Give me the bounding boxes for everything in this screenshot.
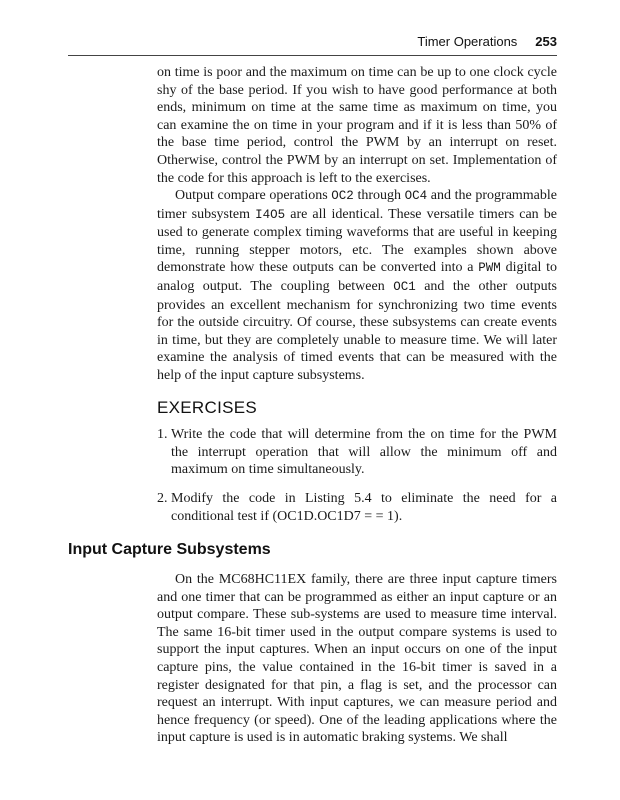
page-number: 253 [535, 34, 557, 49]
exercise-text: Modify the code in Listing 5.4 to eliminate the need for a conditional test if (OC1D.OC1D7 = = 1). [171, 491, 557, 524]
text-run: are all identical. These versatile timers can be used to generate complex timing waveforms that are useful in keeping time, running stepper motors, etc. The examples shown above demonstrate how these outputs can be converted into a [157, 206, 558, 276]
exercise-text: Write the code that will determine from the on time for the PWM the interrupt operation that will allow the minimum off and maximum on time simultaneously. [171, 427, 557, 478]
exercise-item [157, 426, 557, 479]
paragraph-text: On the MC68HC11EX family, there are three input capture timers and one timer that can be programmed as either an input capture or an output compare. These sub-systems are used to measure time interval. The same 16-bit timer used in the output compare systems is used to support the input captures. When an input occurs on one of the input capture pins, the value contained in the 16-bit timer is saved in a register designated for that pin, a flag is set, and the processor can request an interrupt. With input captures, we can measure period and hence frequency (or speed). One of the leading applications where the input capture is used is in automatic braking systems. We shall [157, 572, 557, 746]
text-run: and the other outputs provides an excellent mechanism for synchronizing two time events for the outside circuitry. Of course, these subsystems can create events in time, but they are completely unable to measure time. We will later examine the analysis of timed events that can be measured with the help of the input capture subsystems. [157, 278, 557, 383]
running-header [68, 34, 557, 54]
exercise-item [157, 490, 557, 525]
code-pwm: PWM [478, 261, 501, 276]
paragraph-input-capture [157, 571, 557, 747]
text-run: and the programmable timer subsystem [157, 188, 558, 222]
running-header-title: Timer Operations [417, 34, 518, 49]
paragraph-output-compare [157, 187, 557, 385]
text-run: Output compare operations [175, 188, 332, 203]
header-rule [68, 55, 557, 56]
text-run: through [353, 188, 405, 203]
paragraph-text: on time is poor and the maximum on time can be up to one clock cycle shy of the base period. If you wish to have good performance at both ends, minimum on time at the same time as maximum on time, you can examine the on time in your program and if it is less than 50% of the base time period, control the PWM by an interrupt on reset. Otherwise, control the PWM by an interrupt on set. Implementation of the code for this approach is left to the exercises. [157, 65, 557, 186]
code-oc4: OC4 [404, 189, 428, 203]
exercise-number: 1. [157, 427, 168, 442]
exercises-heading: EXERCISES [157, 398, 258, 417]
paragraph-text [157, 187, 557, 385]
code-oc2: OC2 [331, 189, 354, 203]
code-i4o5: I4O5 [255, 207, 286, 222]
paragraph-pwm-performance [157, 64, 557, 187]
code-oc1: OC1 [393, 279, 416, 294]
exercise-number: 2. [157, 491, 168, 506]
section-heading: Input Capture Subsystems [68, 541, 271, 558]
text-run: digital to analog output. The coupling between [157, 260, 557, 294]
